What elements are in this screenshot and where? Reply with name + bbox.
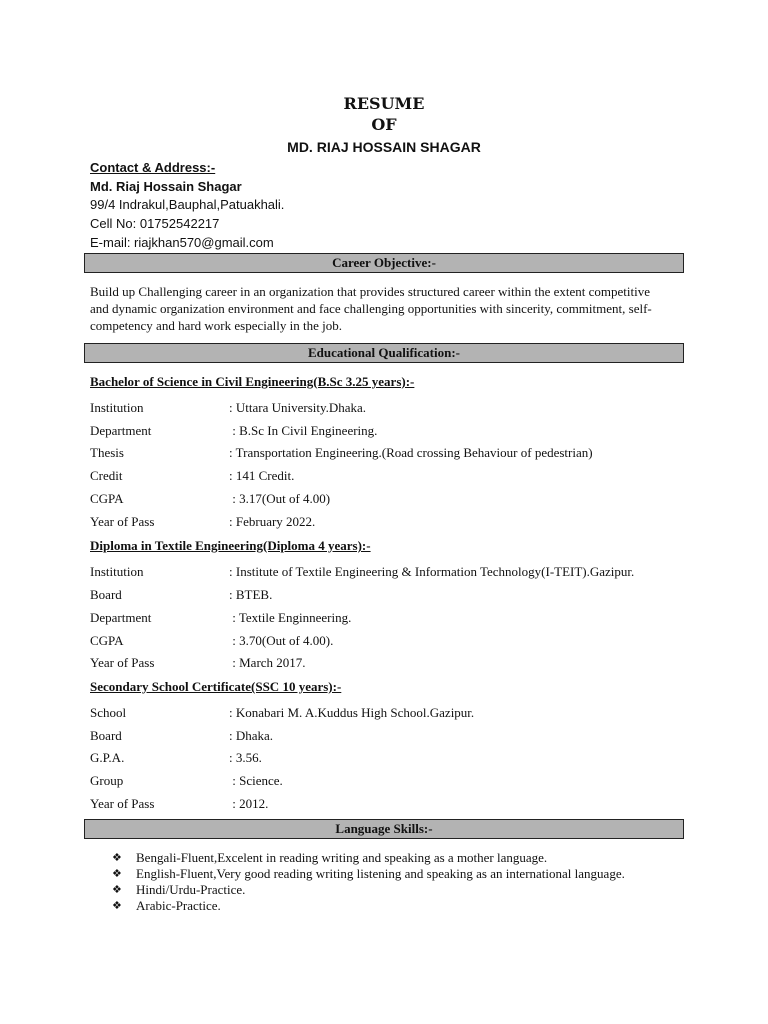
education-row: Board : Dhaka.	[90, 728, 274, 743]
education-row: CGPA : 3.70(Out of 4.00).	[90, 633, 334, 648]
resume-title: RESUME	[343, 94, 425, 113]
education-row: G.P.A. : 3.56.	[90, 750, 262, 765]
education-row: Thesis : Transportation Engineering.(Road crossing Behaviour of pedestrian)	[90, 445, 593, 460]
education-header: Educational Qualification:-	[84, 343, 684, 363]
diamond-star-icon: ❖	[112, 852, 122, 864]
education-row: Department : Textile Enginneering.	[90, 610, 352, 625]
education-row: School : Konabari M. A.Kuddus High School.Gazipur.	[90, 705, 475, 720]
education-diploma-title: Diploma in Textile Engineering(Diploma 4 years):-	[90, 538, 371, 553]
contact-cell: Cell No: 01752542217	[90, 216, 220, 231]
education-row: Year of Pass : 2012.	[90, 796, 269, 811]
education-row: Department : B.Sc In Civil Engineering.	[90, 423, 378, 438]
education-row: Credit : 141 Credit.	[90, 468, 295, 483]
list-item: ❖ English-Fluent,Very good reading writing listening and speaking as an international language.	[112, 866, 625, 881]
education-row: Institution : Uttara University.Dhaka.	[90, 400, 367, 415]
education-row: Board : BTEB.	[90, 587, 273, 602]
education-bsc-title: Bachelor of Science in Civil Engineering(B.Sc 3.25 years):-	[90, 374, 415, 389]
education-ssc-title: Secondary School Certificate(SSC 10 years):-	[90, 679, 342, 694]
diamond-star-icon: ❖	[112, 900, 122, 912]
list-item: ❖ Hindi/Urdu-Practice.	[112, 882, 246, 897]
education-row: Institution : Institute of Textile Engineering & Information Technology(I-TEIT).Gazipur.	[90, 564, 635, 579]
list-item: ❖ Bengali-Fluent,Excelent in reading writing and speaking as a mother language.	[112, 850, 548, 865]
resume-of: OF	[371, 115, 397, 134]
diamond-star-icon: ❖	[112, 884, 122, 896]
education-row: Group : Science.	[90, 773, 283, 788]
contact-name: Md. Riaj Hossain Shagar	[90, 179, 242, 194]
language-skills-header: Language Skills:-	[84, 819, 684, 839]
resume-name: MD. RIAJ HOSSAIN SHAGAR	[287, 139, 481, 155]
education-row: Year of Pass : February 2022.	[90, 514, 316, 529]
career-objective-header: Career Objective:-	[84, 253, 684, 273]
contact-address: 99/4 Indrakul,Bauphal,Patuakhali.	[90, 197, 285, 212]
contact-email: E-mail: riajkhan570@gmail.com	[90, 235, 274, 250]
diamond-star-icon: ❖	[112, 868, 122, 880]
list-item: ❖ Arabic-Practice.	[112, 898, 221, 913]
language-skills-list	[112, 850, 625, 914]
career-objective-text: Build up Challenging career in an organization that provides structured career within the extent competitive and dynamic organization environment and face challenging opportunities with sincerity, commitment, self-competency and hard work especially in the job.	[90, 284, 652, 333]
contact-title: Contact & Address:-	[90, 160, 216, 175]
education-row: Year of Pass : March 2017.	[90, 655, 306, 670]
education-row: CGPA : 3.17(Out of 4.00)	[90, 491, 331, 506]
